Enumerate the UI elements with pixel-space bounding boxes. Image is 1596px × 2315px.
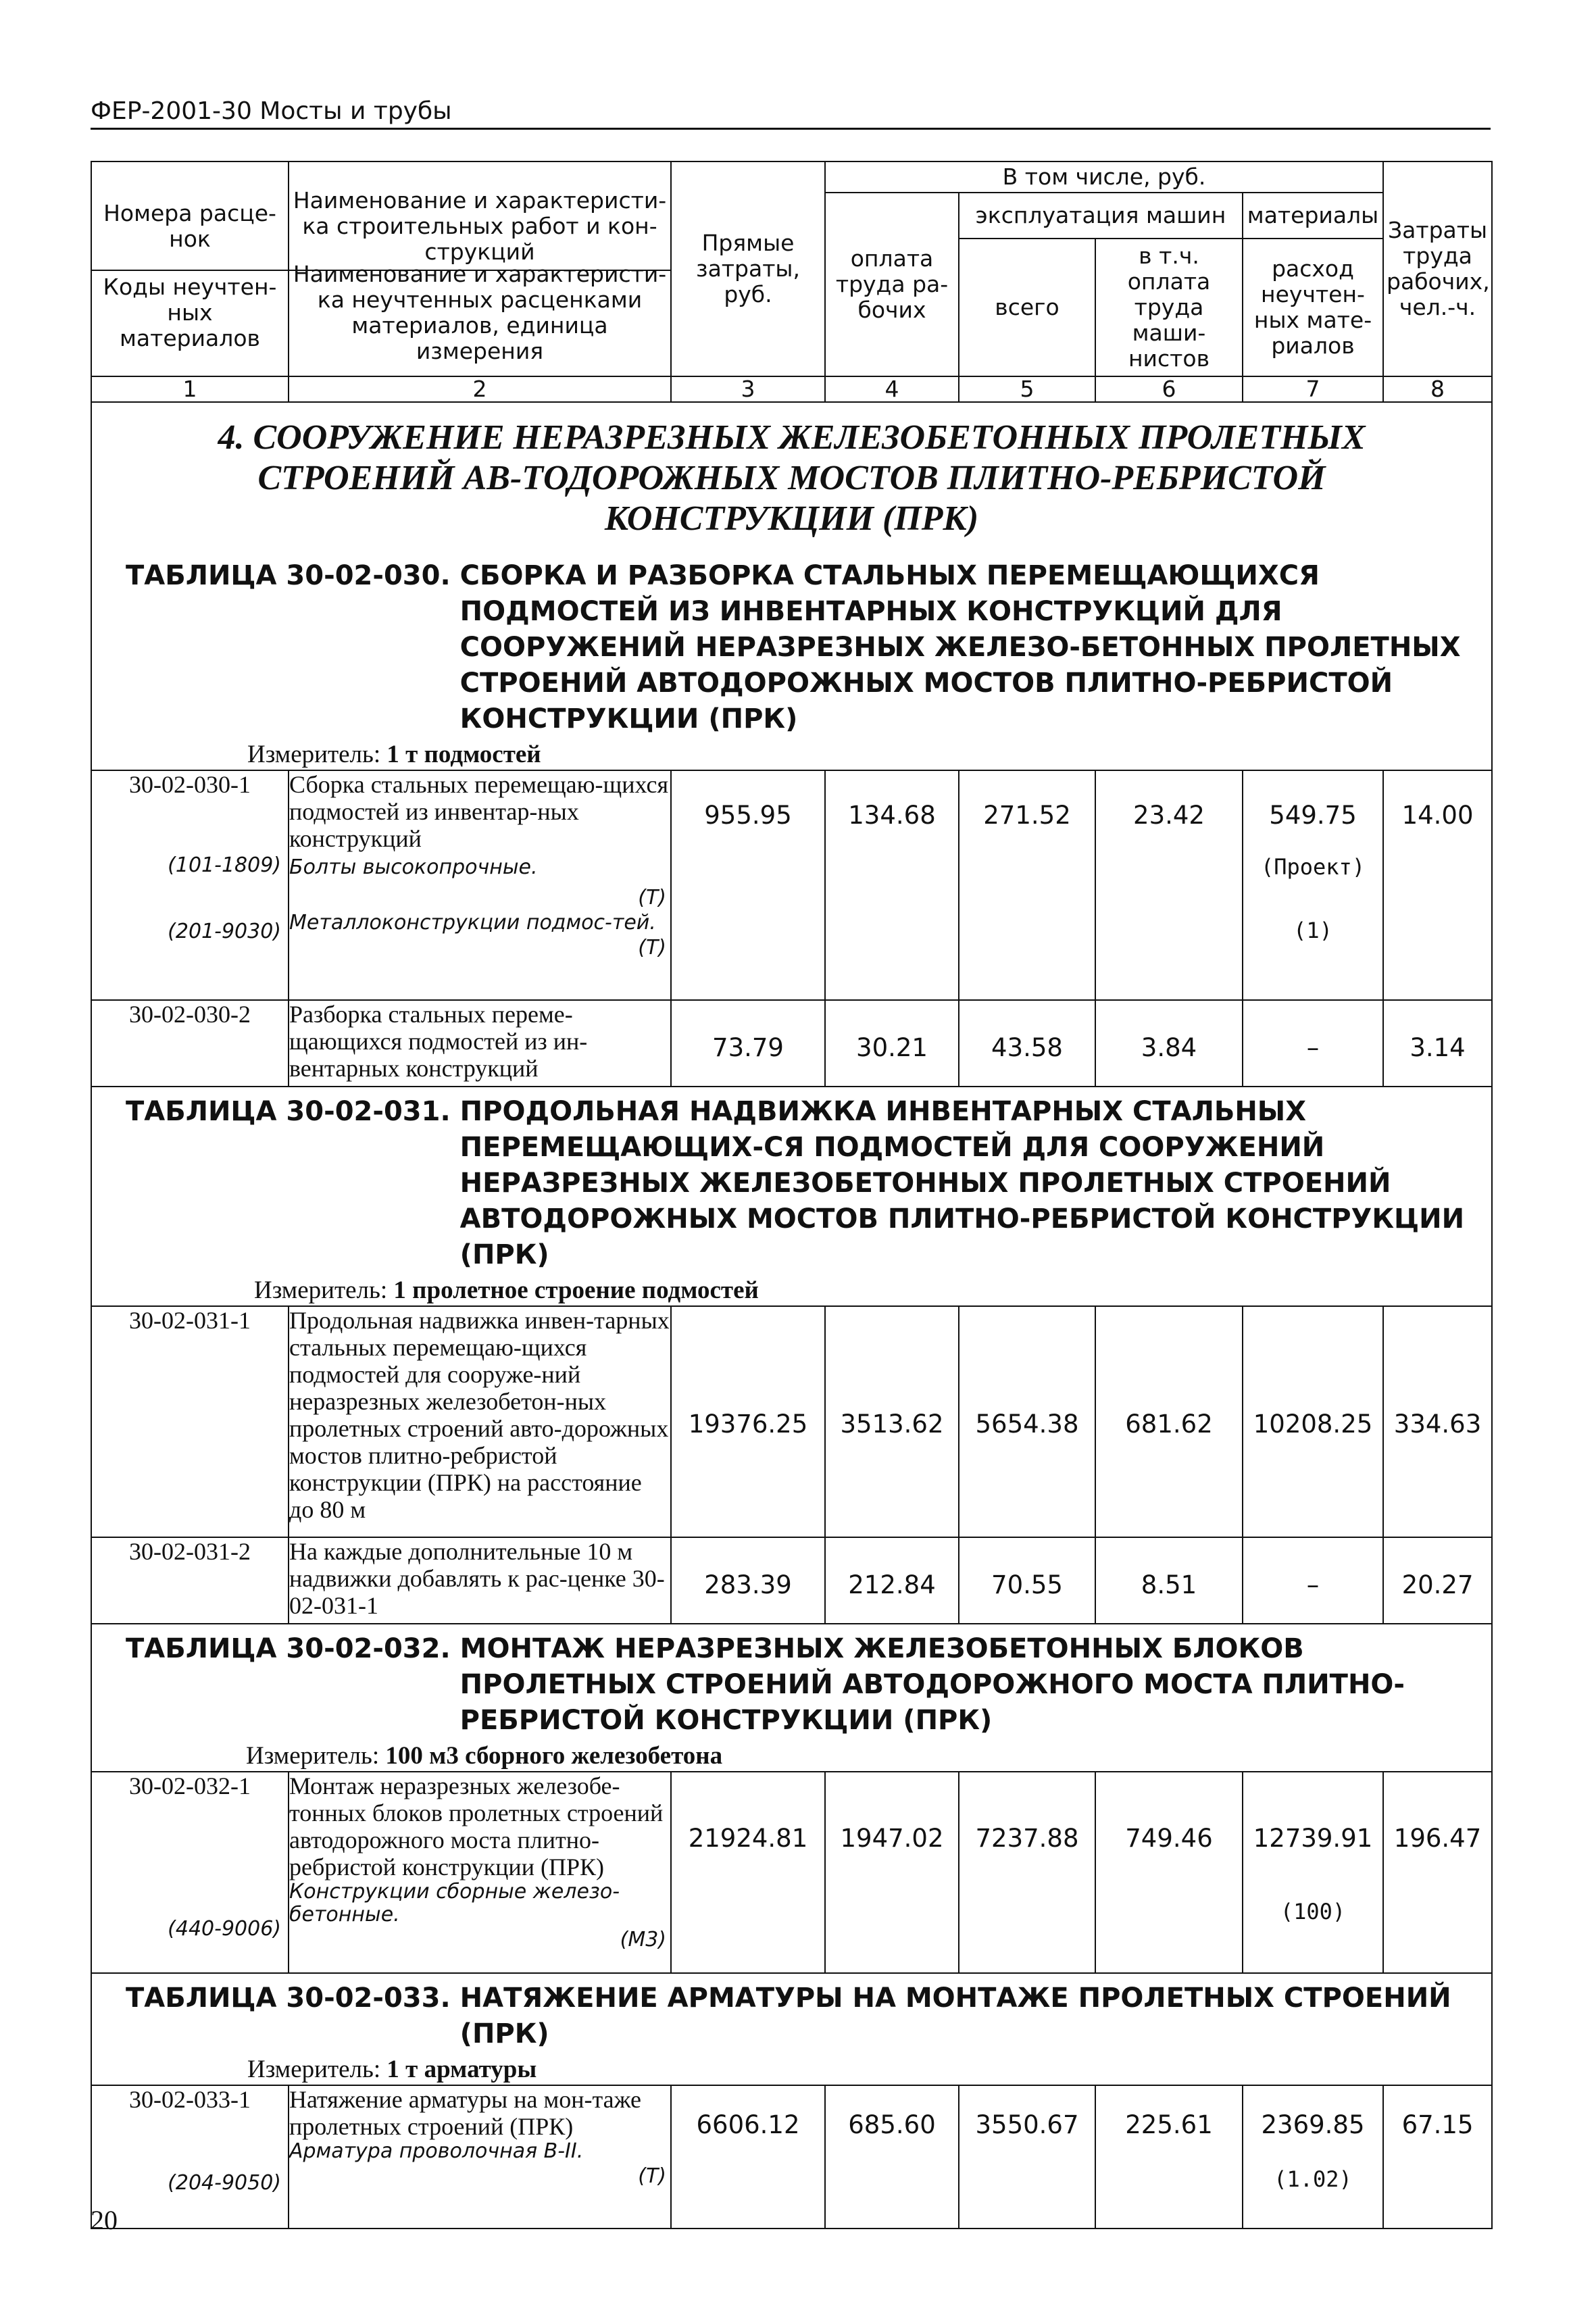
table-031-title: [92, 1087, 1491, 1273]
header-col2-bottom: Наименование и характеристи-ка неучтенных расценками материалов, единица измерения: [293, 261, 667, 364]
header-materials-unaccounted: расход неучтен-ных мате-риалов: [1243, 239, 1383, 376]
labor-pay: 685.60: [825, 2085, 959, 2229]
materials-cost: 12739.91: [1253, 1824, 1373, 1853]
machines-total: 43.58: [959, 1000, 1095, 1087]
rate-code-cell: [91, 2085, 289, 2229]
rate-code: 30-02-031-1: [91, 1306, 289, 1537]
table-030-measure-value: 1 т подмостей: [386, 741, 541, 768]
labor-pay: 30.21: [825, 1000, 959, 1087]
section-title: 4. СООРУЖЕНИЕ НЕРАЗРЕЗНЫХ ЖЕЛЕЗОБЕТОННЫХ ПРОЛЕТНЫХ СТРОЕНИЙ АВ-ТОДОРОЖНЫХ МОСТОВ ПЛИТНО-РЕБРИСТОЙ КОНСТРУКЦИИ (ПРК): [218, 418, 1366, 538]
material-unit: (Т): [638, 2164, 666, 2188]
header-col1-bottom: Коды неучтен-ных материалов: [103, 274, 277, 351]
rate-code-cell: [91, 770, 289, 1000]
direct-costs: 955.95: [671, 770, 825, 1000]
table-032-measure-value: 100 м3 сборного железобетона: [385, 1742, 723, 1770]
table-030-title: [92, 551, 1491, 737]
material-name: Конструкции сборные железо-бетонные.: [289, 1880, 620, 1926]
rate-description: Сборка стальных перемещаю-щихся подмостей из инвентар-ных конструкций: [289, 771, 669, 852]
labor-hours: 196.47: [1383, 1772, 1492, 1973]
rate-description-cell: [289, 1772, 671, 1973]
table-032-title: [92, 1624, 1491, 1739]
table-030-number: ТАБЛИЦА 30-02-030.: [126, 560, 451, 591]
table-031-number: ТАБЛИЦА 30-02-031.: [126, 1096, 451, 1127]
direct-costs: 283.39: [671, 1537, 825, 1624]
rate-description: Натяжение арматуры на мон-таже пролетных строений (ПРК): [289, 2086, 642, 2140]
machines-total: 5654.38: [959, 1306, 1095, 1537]
labor-pay: 1947.02: [825, 1772, 959, 1973]
materials-cell: [1243, 2085, 1383, 2229]
table-030-measure-label: Измеритель:: [247, 741, 381, 768]
header-col1-top: Номера расце-нок: [92, 183, 288, 271]
materials-cost: –: [1243, 1537, 1383, 1624]
table-033-number: ТАБЛИЦА 30-02-033.: [126, 1983, 451, 2014]
column-number-8: 8: [1383, 376, 1492, 402]
direct-costs: 21924.81: [671, 1772, 825, 1973]
material-code: (440-9006): [168, 1917, 281, 1941]
material-name: Болты высокопрочные.: [289, 855, 538, 879]
table-032-heading: [91, 1624, 1492, 1772]
table-030-name: СБОРКА И РАЗБОРКА СТАЛЬНЫХ ПЕРЕМЕЩАЮЩИХСЯ ПОДМОСТЕЙ ИЗ ИНВЕНТАРНЫХ КОНСТРУКЦИЙ ДЛЯ СООРУЖЕНИЙ НЕРАЗРЕЗНЫХ ЖЕЛЕЗО-БЕТОННЫХ ПРОЛЕТНЫХ СТРОЕНИЙ АВТОДОРОЖНЫХ МОСТОВ ПЛИТНО-РЕБРИСТОЙ КОНСТРУКЦИИ (ПРК): [459, 560, 1461, 735]
table-032-number: ТАБЛИЦА 30-02-032.: [126, 1633, 451, 1664]
rate-code: 30-02-031-2: [91, 1537, 289, 1624]
rate-code: 30-02-030-2: [91, 1000, 289, 1087]
rate-description-cell: [289, 770, 671, 1000]
table-032-measure: [92, 1739, 1491, 1771]
rate-description-cell: [289, 2085, 671, 2229]
materials-cost: 549.75: [1269, 801, 1357, 830]
material-code: (101-1809): [168, 853, 281, 877]
rate-description: Продольная надвижка инвен-тарных стальных перемещаю-щихся подмостей для сооруже-ний неразрезных железобетон-ных пролетных строений авто-дорожных мостов плитно-ребристой конструкции (ПРК) на расстояние до 80 м: [289, 1306, 671, 1537]
rate-code-cell: [91, 1772, 289, 1973]
rate-description: На каждые дополнительные 10 м надвижки добавлять к рас-ценке 30-02-031-1: [289, 1537, 671, 1624]
labor-pay: 3513.62: [825, 1306, 959, 1537]
materials-cost: –: [1243, 1000, 1383, 1087]
rate-code: 30-02-033-1: [129, 2086, 251, 2113]
material-unit: (Т): [638, 886, 666, 910]
page-number: 20: [91, 2205, 118, 2235]
direct-costs: 19376.25: [671, 1306, 825, 1537]
machines-total: 271.52: [959, 770, 1095, 1000]
rates-table: [91, 161, 1493, 2229]
material-name: Металлоконструкции подмос-тей.: [289, 911, 656, 935]
materials-cost: 2369.85: [1261, 2110, 1365, 2139]
header-labor-hours: Затраты труда рабочих, чел.-ч.: [1383, 161, 1492, 376]
header-col1: [91, 161, 289, 376]
rate-description: Монтаж неразрезных железобе-тонных блоков пролетных строений автодорожного моста плитно-ребристой конструкции (ПРК): [289, 1772, 664, 1881]
labor-hours: 20.27: [1383, 1537, 1492, 1624]
material-code: (204-9050): [168, 2171, 281, 2195]
column-number-7: 7: [1243, 376, 1383, 402]
rate-description: Разборка стальных переме-щающихся подмостей из ин-вентарных конструкций: [289, 1000, 671, 1087]
materials-cell: [1243, 770, 1383, 1000]
table-031-measure: [92, 1273, 1491, 1305]
header-machines: эксплуатация машин: [959, 193, 1243, 239]
labor-pay: 212.84: [825, 1537, 959, 1624]
header-machines-total: всего: [959, 239, 1095, 376]
table-033-measure: [92, 2052, 1491, 2085]
column-number-1: 1: [91, 376, 289, 402]
header-materials: материалы: [1243, 193, 1383, 239]
column-number-5: 5: [959, 376, 1095, 402]
material-quantity: (1): [1293, 918, 1332, 943]
section-block: [91, 402, 1492, 770]
material-name: Арматура проволочная В-II.: [289, 2139, 584, 2163]
operators-pay: 225.61: [1095, 2085, 1243, 2229]
operators-pay: 8.51: [1095, 1537, 1243, 1624]
table-031-name: ПРОДОЛЬНАЯ НАДВИЖКА ИНВЕНТАРНЫХ СТАЛЬНЫХ ПЕРЕМЕЩАЮЩИХ-СЯ ПОДМОСТЕЙ ДЛЯ СООРУЖЕНИЙ НЕРАЗРЕЗНЫХ ЖЕЛЕЗОБЕТОННЫХ ПРОЛЕТНЫХ СТРОЕНИЙ АВТОДОРОЖНЫХ МОСТОВ ПЛИТНО-РЕБРИСТОЙ КОНСТРУКЦИИ (ПРК): [459, 1096, 1465, 1270]
table-033-name: НАТЯЖЕНИЕ АРМАТУРЫ НА МОНТАЖЕ ПРОЛЕТНЫХ СТРОЕНИЙ (ПРК): [459, 1983, 1451, 2049]
header-col2-top: Наименование и характеристи-ка строительных работ и кон-струкций: [289, 183, 670, 271]
header-operators-pay: в т.ч. оплата труда маши-нистов: [1095, 239, 1243, 376]
material-unit: (М3): [620, 1928, 666, 1951]
labor-hours: 67.15: [1383, 2085, 1492, 2229]
rate-code: 30-02-032-1: [129, 1772, 251, 1799]
labor-pay: 134.68: [825, 770, 959, 1000]
materials-cost: 10208.25: [1243, 1306, 1383, 1537]
material-quantity: (1.02): [1274, 2166, 1352, 2192]
table-033-title: [92, 1974, 1491, 2052]
operators-pay: 749.46: [1095, 1772, 1243, 1973]
table-033-measure-value: 1 т арматуры: [386, 2056, 537, 2083]
header-labor-pay: оплата труда ра-бочих: [825, 193, 959, 376]
material-unit: (Т): [638, 936, 666, 960]
table-033-measure-label: Измеритель:: [247, 2056, 381, 2083]
rate-code: 30-02-030-1: [129, 771, 251, 798]
column-number-2: 2: [289, 376, 671, 402]
machines-total: 3550.67: [959, 2085, 1095, 2229]
table-032-name: МОНТАЖ НЕРАЗРЕЗНЫХ ЖЕЛЕЗОБЕТОННЫХ БЛОКОВ ПРОЛЕТНЫХ СТРОЕНИЙ АВТОДОРОЖНОГО МОСТА ПЛИТНО-РЕБРИСТОЙ КОНСТРУКЦИИ (ПРК): [459, 1633, 1405, 1736]
table-031-heading: [91, 1087, 1492, 1306]
labor-hours: 3.14: [1383, 1000, 1492, 1087]
operators-pay: 3.84: [1095, 1000, 1243, 1087]
material-code: (201-9030): [168, 920, 281, 943]
header-direct-costs: Прямые затраты, руб.: [671, 161, 825, 376]
direct-costs: 73.79: [671, 1000, 825, 1087]
header-including: В том числе, руб.: [825, 161, 1383, 193]
column-number-3: 3: [671, 376, 825, 402]
header-col2: [289, 161, 671, 376]
table-033-heading: [91, 1973, 1492, 2085]
table-031-measure-value: 1 пролетное строение подмостей: [393, 1276, 759, 1304]
operators-pay: 23.42: [1095, 770, 1243, 1000]
materials-cell: [1243, 1772, 1383, 1973]
labor-hours: 334.63: [1383, 1306, 1492, 1537]
direct-costs: 6606.12: [671, 2085, 825, 2229]
running-header: ФЕР-2001-30 Мосты и трубы: [91, 97, 1491, 130]
machines-total: 7237.88: [959, 1772, 1095, 1973]
material-quantity: (100): [1280, 1899, 1346, 1924]
table-032-measure-label: Измеритель:: [246, 1742, 380, 1770]
labor-hours: 14.00: [1383, 770, 1492, 1000]
column-number-4: 4: [825, 376, 959, 402]
table-031-measure-label: Измеритель:: [254, 1276, 388, 1304]
material-quantity: (Проект): [1260, 854, 1366, 880]
column-number-6: 6: [1095, 376, 1243, 402]
operators-pay: 681.62: [1095, 1306, 1243, 1537]
machines-total: 70.55: [959, 1537, 1095, 1624]
table-030-measure: [92, 737, 1491, 770]
